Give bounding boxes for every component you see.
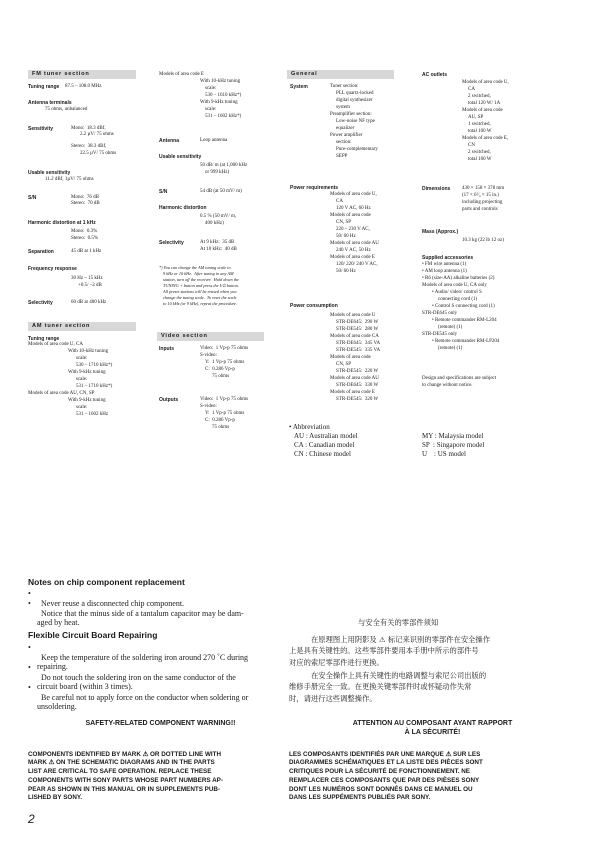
am-antenna-label: Antenna [159,138,179,144]
power-req-line: 50/ 60 Hz [336,269,356,274]
am-scale-note: 9 kHz or 10 kHz. After tuning in any AM [163,271,234,276]
bullet: • [28,589,31,598]
power-cons-line: STR-DE545: 335 VA [336,348,381,353]
fm-freq-line: +0.5/ –2 dB [78,283,102,288]
ac-line: total 100 W [468,129,492,134]
ac-line: Models of area code E, [462,136,509,141]
ac-line: AU, SP [468,115,484,120]
design-note: to change without notice. [422,383,473,388]
am-tuning-line: Models of area code AU, CN, SP [28,391,95,396]
am-tuning-line: scale: [76,405,88,410]
system-line: Low-noise NF type [336,119,375,124]
abbreviation-item: CA : Canadian model [294,441,355,449]
abbreviation-item: AU : Australian model [294,432,358,440]
mass-value: 10.3 kg (22 lb 12 oz) [462,238,504,243]
am-e-line: 530 – 1610 kHz*) [205,93,242,98]
fm-selectivity-label: Selectivity [28,300,53,306]
fm-sensitivity-line: 22.5 µV/ 75 ohms [80,151,117,156]
acc-line: • Audio/ video/ control S [432,290,482,295]
chip-note-text: Notice that the minus side of a tantalum capacitor may be dam- aged by heat. [37,608,244,628]
bullet: • [28,643,31,652]
am-selectivity-line: At 9 kHz: 35 dB [200,240,235,245]
dimensions-label: Dimensions [422,186,451,192]
fm-section-header: FM tuner section [28,70,136,79]
video-section-header: Video section [157,332,264,341]
video-inputs-line: S-video: [200,353,217,358]
ac-line: Models of area code U, [462,80,509,85]
video-inputs-line: C: 0.286 Vp-p [205,367,235,372]
power-req-line: 120/ 220/ 240 V AC, [336,262,378,267]
am-scale-note: change the tuning scale. To reset the scale [163,295,237,300]
warning-title-fr: ATTENTION AU COMPOSANT AYANT RAPPORT À LA SÉCURITÉ! [352,720,513,736]
am-e-line: scale: [205,86,217,91]
bullet: • [28,683,31,692]
am-sn-label: S/N [159,189,168,195]
system-line: Power amplifier [330,133,363,138]
acc-line: Models of area code U, CA only [422,283,487,288]
fm-antenna-label: Antenna terminals [28,100,72,106]
abbreviation-item: MY : Malaysia model [422,432,484,440]
acc-line: STR-DE545 only [422,332,458,337]
am-antenna-value: Loop antenna [200,138,228,143]
am-thd-line: 0.5 % (50 mV/ m, [200,214,237,219]
power-req-line: 120 V AC, 60 Hz [336,206,371,211]
acc-line: (remote) (1) [438,346,463,351]
am-usable-line: or 999 kHz) [205,170,230,175]
dims-line: (17 × 6¹⁄₄ × 15 in.) [462,193,499,198]
system-line: digital synthesizer [336,98,373,103]
cn-notice-p2: 在安全操作上具有关键性的电路调整与索尼公司出版的 维修手册完全一致。在更换关键零部件时或怀疑动作失常 时，请进行这些调整操作。 [289,671,487,703]
ac-line: CA [468,87,475,92]
video-inputs-line: Video: 1 Vp-p 75 ohms [200,346,249,351]
power-cons-line: STR-DE545: 220 W [336,369,379,374]
system-line: Preamplifier section: [330,112,372,117]
am-e-line: 531 – 1602 kHz*) [205,114,242,119]
dims-line: 430 × 158 × 378 mm [462,186,505,191]
acc-line: • R6 (size-AA) alkaline batteries (2) [422,276,495,281]
video-inputs-label: Inputs [159,346,174,352]
system-line: system [336,105,350,110]
dims-line: parts and controls [462,207,498,212]
chip-notes-title: Notes on chip component replacement [28,577,185,587]
fm-tuning-range-label: Tuning range [28,84,60,90]
page-number: 2 [28,812,35,826]
ac-line: 2 switched, [468,94,491,99]
fm-tuning-range-value: 87.5 – 108.0 MHz [65,84,102,89]
power-cons-line: STR-DE645: 290 W [336,320,379,325]
am-tuning-line: scale: [76,356,88,361]
power-cons-line: CN, SP [336,362,352,367]
abbreviation-item: SP : Singapore model [422,441,485,449]
design-note: Design and specifications are subject [422,376,497,381]
fm-separation-value: 45 dB at 1 kHz [71,249,102,254]
power-cons-label: Power consumption [290,303,338,309]
am-scale-note: station, turn off the receiver. Hold down the [163,277,239,282]
system-line: Pure-complementary [336,147,378,152]
warning-body-fr: LES COMPOSANTS IDENTIFIÉS PAR UNE MARQUE ⚠ SUR LES DIAGRAMMES SCHÉMATIQUES ET LA LISTE DES PIÈCES SONT CRITIQUES POUR LA SÉCURITÉ DE FONCTIONNEMENT. NE REMPLACER CES COMPOSANTS QUE PAR DES PIÈSES SONY DONT LES NUMÉROS SONT DONNÉS DANS CE MANUEL OU DANS LES SUPPÉMENTS PUBLIÉS PAR SONY. [289,750,483,802]
acc-line: (remote) (1) [438,325,463,330]
fm-separation-label: Separation [28,249,54,255]
ac-line: 1 switched, [468,122,491,127]
fm-sn-label: S/N [28,195,37,201]
system-line: SEPP [336,154,348,159]
system-line: Tuner section: [330,84,359,89]
fm-thd-label: Harmonic distortion at 1 kHz [28,220,96,226]
am-tuning-line: 531 – 1710 kHz*) [76,384,113,389]
fm-selectivity-value: 60 dB at 400 kHz [71,300,107,305]
acc-line: • Remote commander RM-L204 [432,318,497,323]
power-req-line: Models of area code [330,213,371,218]
acc-line: connecting cord (1) [438,297,478,302]
ac-outlets-label: AC outlets [422,72,447,78]
power-req-line: Models of area code AU [330,241,379,246]
power-req-line: 50/ 60 Hz [336,234,356,239]
power-req-label: Power requirements [290,185,339,191]
am-selectivity-label: Selectivity [159,240,184,246]
am-tuning-line: With 9-kHz tuning [68,370,106,375]
system-label: System [290,84,308,90]
video-inputs-line: 75 ohms [212,374,230,379]
power-cons-line: STR-DE545: 280 W [336,327,379,332]
acc-line: • Control S connecting cord (1) [432,304,495,309]
video-inputs-line: Y: 1 Vp-p 75 ohms [205,360,245,365]
am-tuning-line: Models of area code U, CA [28,342,83,347]
general-section-header: General [287,70,394,79]
am-usable-label: Usable sensitivity [159,154,202,160]
abbreviation-item: CN : Chinese model [294,450,351,458]
acc-line: • AM loop antenna (1) [422,269,467,274]
power-cons-line: STR-DE545: 320 W [336,397,379,402]
am-scale-note: All preset stations will be erased when you [163,289,237,294]
bullet: • [28,663,31,672]
system-line: section: [336,140,352,145]
acc-line: • FM wire antenna (1) [422,262,467,267]
system-line: PLL quartz-locked [336,91,374,96]
video-outputs-line: C: 0.286 Vp-p [205,418,235,423]
am-tuning-line: With 10-kHz tuning [68,349,109,354]
am-tuning-line: scale: [76,377,88,382]
video-outputs-line: S-video: [200,404,217,409]
am-thd-line: 400 kHz) [205,221,224,226]
power-req-line: CN, SP [336,220,352,225]
abbreviation-title: • Abbreviation [289,423,330,431]
am-tuning-line: 531 – 1602 kHz [76,412,109,417]
power-cons-line: Models of area code U [330,313,376,318]
am-thd-label: Harmonic distortion [159,205,207,211]
am-tuning-line: 530 – 1710 kHz*) [76,363,113,368]
power-cons-line: Models of area code E [330,390,375,395]
fm-sensitivity-label: Sensitivity [28,126,54,132]
power-req-line: Models of area code U, [330,192,377,197]
ac-line: total 100 W [468,157,492,162]
power-req-line: 240 V AC, 50 Hz [336,248,371,253]
cn-notice-p1: 在原理图上用阴影及 ⚠ 标记来识别的零部件在安全操作 上是具有关键性的。这些零部件要用本手册中所示的部件号 对应的索尼零部件进行更换。 [289,635,491,667]
am-tuning-line: With 9-kHz tuning [68,398,106,403]
fm-sensitivity-line: 2.2 µV/ 75 ohms [80,132,114,137]
abbreviation-item: U : US model [422,450,466,458]
flex-item-text: Keep the temperature of the soldering iron around 270 ˚C during repairing. [37,652,249,672]
power-req-line: Models of area code E [330,255,375,260]
ac-line: total 120 W/ 1A [468,101,501,106]
am-e-line: scale: [205,107,217,112]
fm-sn-line: Mono: 76 dB [71,195,99,200]
am-scale-note: TUNING + button and press the I/⏻ button. [163,283,239,288]
chip-note-item [28,599,297,628]
fm-usable-label: Usable sensitivity [28,170,71,176]
flex-title: Flexible Circuit Board Repairing [28,630,158,640]
power-req-line: 220 – 230 V AC, [336,227,370,232]
system-line: equalizer [336,126,355,131]
fm-freq-line: 30 Hz – 15 kHz [71,276,103,281]
acc-line: STR-DE645 only [422,311,458,316]
ac-line: 2 switched, [468,150,491,155]
power-cons-line: STR-DE645: 330 W [336,383,379,388]
mass-label: Mass (Approx.) [422,229,459,235]
am-section-header: AM tuner section [28,322,136,331]
am-e-line: With 10-kHz tuning [200,79,241,84]
fm-thd-line: Mono: 0.3% [71,229,98,234]
warning-title-en: SAFETY-RELATED COMPONENT WARNING!! [85,720,236,727]
chip-note-text: Never reuse a disconnected chip component. [41,598,185,608]
power-cons-line: Models of area code AU [330,376,379,381]
am-selectivity-line: At 10 kHz: 40 dB [200,247,237,252]
fm-sensitivity-line: Mono: 18.3 dBf, [71,126,106,131]
ac-line: Models of area code [462,108,503,113]
ac-line: CN [468,143,475,148]
video-outputs-line: Y: 1 Vp-p 75 ohms [205,411,245,416]
video-outputs-line: 75 ohms [212,425,230,430]
am-tuning-range-label: Tuning range [28,336,60,342]
dims-line: including projecting [462,200,503,205]
bullet: • [28,599,31,608]
fm-usable-value: 11.2 dBf, 1µV/ 75 ohms [45,177,94,182]
fm-sn-line: Stereo: 70 dB [71,201,100,206]
am-sn-value: 54 dB (at 50 mV/ m) [200,189,242,194]
video-outputs-label: Outputs [159,397,179,403]
am-usable-line: 50 dB/ m (at 1,000 kHz [200,163,248,168]
fm-antenna-value: 75 ohms, unbalanced [45,107,88,112]
acc-line: • Remote commander RM-LP204 [432,339,500,344]
video-outputs-line: Video: 1 Vp-p 75 ohms [200,397,249,402]
am-scale-note: to 10 kHz (or 9 kHz), repeat the procedure. [163,301,237,306]
flex-item-text: Be careful not to apply force on the conductor when soldering or unsoldering. [37,692,249,712]
fm-thd-line: Stereo: 0.5% [71,236,99,241]
flex-item-text: Do not touch the soldering iron on the same conductor of the circuit board (within 3 times). [37,672,236,692]
flex-item [28,683,249,712]
power-cons-line: Models of area code CA [330,334,379,339]
accessories-label: Supplied accessories [422,255,474,261]
fm-freq-label: Frequency response [28,266,77,272]
am-scale-note: *) You can change the AM tuning scale to [159,265,231,270]
am-e-line: With 9-kHz tuning [200,100,238,105]
am-e-line: Models of area code E [159,72,204,77]
cn-notice-title: 与安全有关的零部件须知 [358,618,439,627]
warning-body-en: COMPONENTS IDENTIFIED BY MARK ⚠ OR DOTTED LINE WITH MARK ⚠ ON THE SCHEMATIC DIAGRAMS AND IN THE PARTS LIST ARE CRITICAL TO SAFE OPERATION. REPLACE THESE COMPONENTS WITH SONY PARTS WHOSE PART NUMBERS AP- PEAR AS SHOWN IN THIS MANUAL OR IN SUPPLEMENTS PUB- LISHED BY SONY. [28,750,223,802]
fm-sensitivity-line: Stereo: 38.3 dBf, [71,144,107,149]
power-req-line: CA [336,199,343,204]
power-cons-line: Models of area code [330,355,371,360]
power-cons-line: STR-DE645: 345 VA [336,341,381,346]
